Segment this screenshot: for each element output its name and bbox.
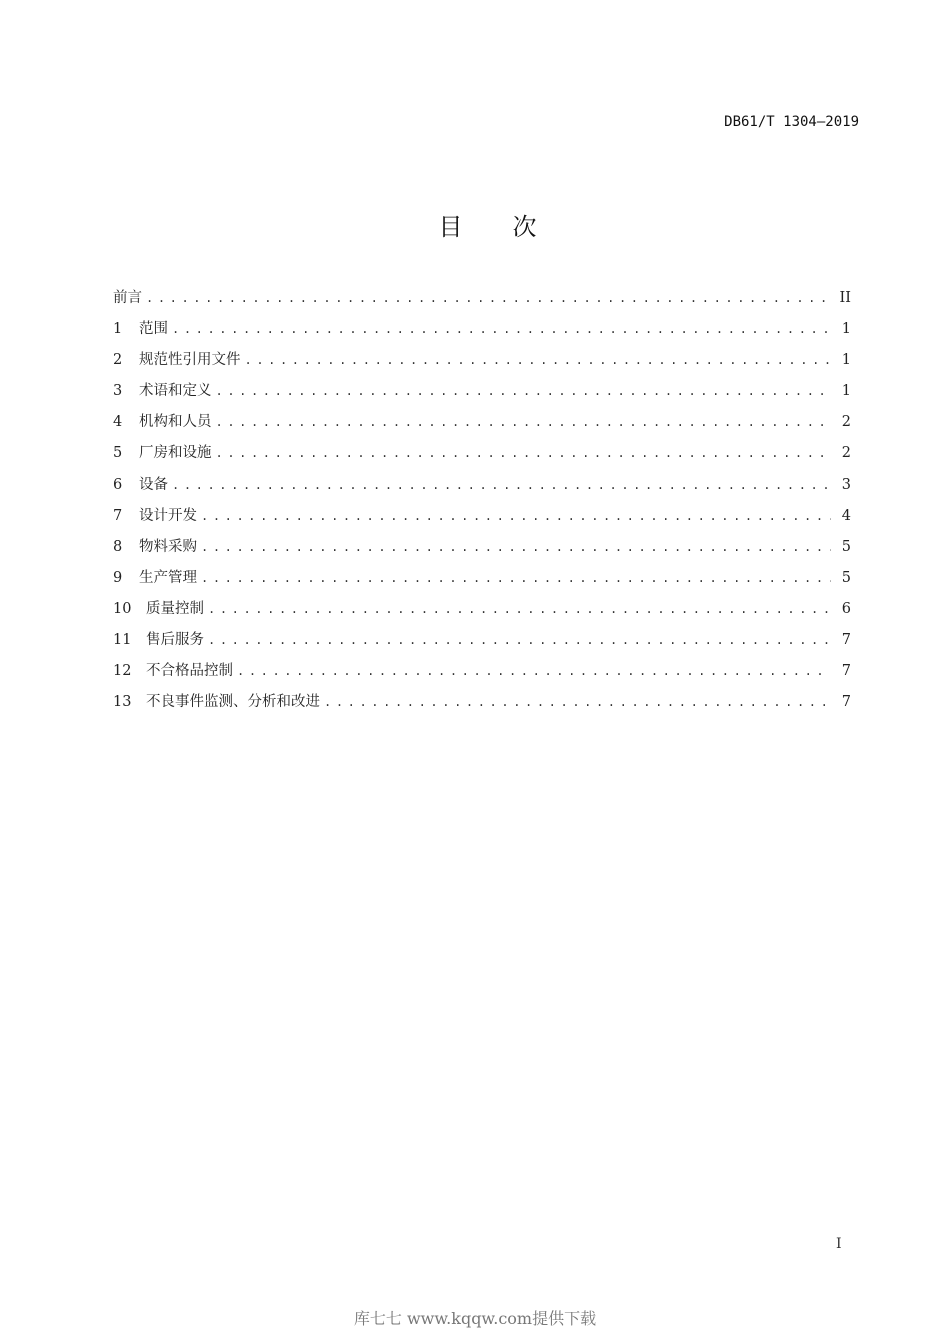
- toc-entry-number: 9: [113, 569, 123, 586]
- toc-entry[interactable]: [113, 411, 851, 442]
- toc-entry-page: 3: [841, 476, 851, 493]
- toc-entry-number: 2: [113, 352, 123, 369]
- watermark-text: 库七七 www.kqqw.com提供下载: [353, 1309, 597, 1328]
- toc-entry-page: 1: [841, 383, 851, 400]
- toc-leader-dots: [237, 660, 831, 682]
- toc-entry-title: 机构和人员: [139, 414, 212, 431]
- toc-leader-dots: [216, 380, 832, 402]
- toc-leader-dots: [216, 411, 832, 433]
- toc-entry[interactable]: [113, 691, 851, 722]
- table-of-contents: [113, 287, 851, 722]
- toc-entry[interactable]: [113, 442, 851, 473]
- toc-entry-title: 厂房和设施: [139, 445, 212, 462]
- toc-entry-title: 前言: [113, 290, 142, 306]
- toc-entry-number: 1: [113, 321, 123, 338]
- toc-entry[interactable]: [113, 567, 851, 598]
- toc-leader-dots: [172, 318, 831, 340]
- toc-entry-number: 4: [113, 414, 123, 431]
- toc-entry[interactable]: [113, 474, 851, 505]
- toc-entry-page: 2: [841, 445, 851, 462]
- toc-entry[interactable]: [113, 660, 851, 691]
- toc-entry-page: 1: [841, 352, 851, 369]
- toc-leader-dots: [201, 505, 831, 527]
- toc-entry-title: 不良事件监测、分析和改进: [146, 694, 320, 711]
- toc-leader-dots: [324, 691, 831, 713]
- toc-leader-dots: [216, 442, 832, 464]
- toc-entry-page: 7: [841, 663, 851, 680]
- document-code: DB61/T 1304—2019: [724, 114, 859, 130]
- toc-entry-page: 7: [841, 632, 851, 649]
- toc-entry-page: 5: [841, 538, 851, 555]
- toc-entry-title: 售后服务: [146, 632, 204, 649]
- toc-entry-title: 生产管理: [139, 569, 197, 586]
- toc-entry-page: 4: [841, 507, 851, 524]
- title-char-2: 次: [512, 213, 537, 241]
- toc-entry-page: 5: [841, 569, 851, 586]
- toc-entry-number: 11: [113, 632, 132, 649]
- toc-entry[interactable]: [113, 349, 851, 380]
- toc-entry[interactable]: [113, 505, 851, 536]
- toc-entry-number: 12: [113, 663, 132, 680]
- toc-leader-dots: [245, 349, 832, 371]
- toc-entry-page: 2: [841, 414, 851, 431]
- toc-entry-foreword[interactable]: [113, 287, 851, 318]
- toc-entry-title: 设备: [139, 476, 168, 493]
- toc-leader-dots: [208, 598, 831, 620]
- toc-entry-number: 13: [113, 694, 132, 711]
- page-title: [0, 207, 950, 242]
- toc-entry[interactable]: [113, 380, 851, 411]
- toc-entry-title: 不合格品控制: [146, 663, 233, 680]
- toc-entry-title: 设计开发: [139, 507, 197, 524]
- toc-entry-number: 8: [113, 538, 123, 555]
- download-watermark: [0, 1306, 950, 1329]
- toc-entry-title: 术语和定义: [139, 383, 212, 400]
- title-char-1: 目: [438, 213, 463, 241]
- toc-entry-number: 7: [113, 507, 123, 524]
- toc-entry-number: 3: [113, 383, 123, 400]
- toc-entry-number: 6: [113, 476, 123, 493]
- toc-entry[interactable]: [113, 629, 851, 660]
- toc-entry-number: 5: [113, 445, 123, 462]
- toc-entry-title: 物料采购: [139, 538, 197, 555]
- toc-entry-page: 1: [841, 321, 851, 338]
- toc-entry[interactable]: [113, 318, 851, 349]
- toc-entry-number: 10: [113, 600, 132, 617]
- toc-entry-title: 范围: [139, 321, 168, 338]
- toc-entry[interactable]: [113, 598, 851, 629]
- toc-leader-dots: [146, 287, 831, 309]
- toc-entry[interactable]: [113, 536, 851, 567]
- toc-leader-dots: [172, 474, 831, 496]
- toc-entry-page: II: [839, 290, 851, 306]
- toc-entry-page: 6: [841, 600, 851, 617]
- toc-entry-title: 规范性引用文件: [139, 352, 241, 369]
- toc-entry-page: 7: [841, 694, 851, 711]
- page-number: I: [836, 1236, 842, 1252]
- toc-entry-title: 质量控制: [146, 600, 204, 617]
- toc-leader-dots: [201, 536, 831, 558]
- toc-leader-dots: [208, 629, 831, 651]
- toc-leader-dots: [201, 567, 831, 589]
